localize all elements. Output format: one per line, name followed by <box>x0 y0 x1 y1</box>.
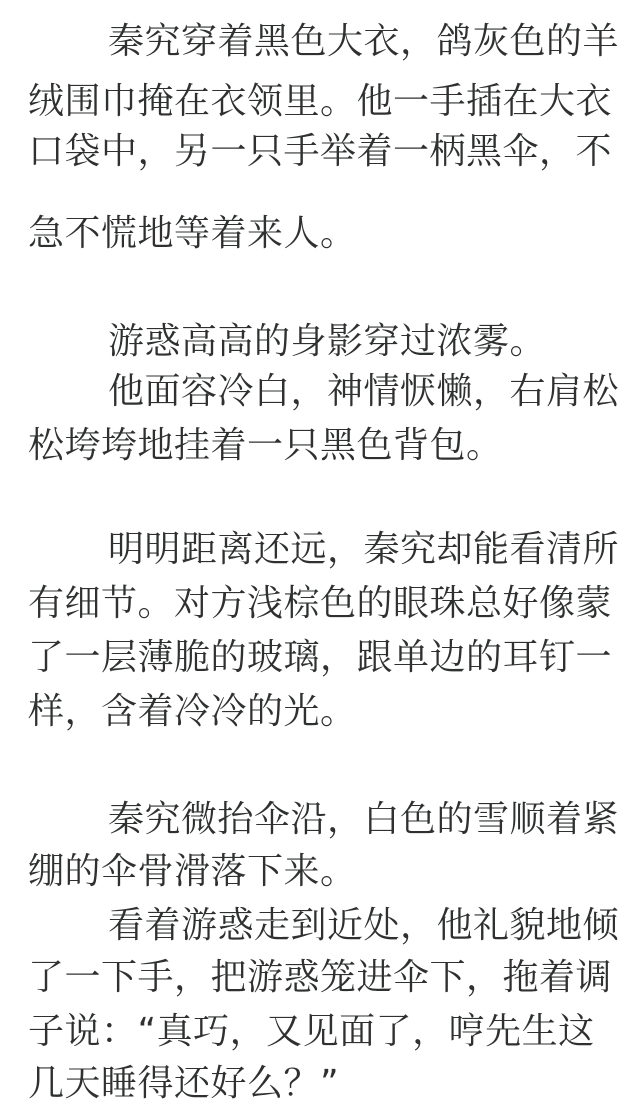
text-line: 口袋中，另一只手举着一柄黑伞，不 <box>28 131 613 172</box>
text-line: 了一下手，把游惑笼进伞下，拖着调 <box>28 957 613 998</box>
text-line: 子说：“真巧，又见面了，哼先生这 <box>28 1011 595 1052</box>
text-line: 绒围巾掩在衣领里。他一手插在大衣 <box>28 81 613 122</box>
text-line: 游惑高高的身影穿过浓雾。 <box>108 321 547 362</box>
text-line: 了一层薄脆的玻璃，跟单边的耳钉一 <box>28 637 613 678</box>
text-line: 绷的伞骨滑落下来。 <box>28 851 357 892</box>
text-line: 急不慌地等着来人。 <box>28 213 357 254</box>
text-line: 他面容冷白，神情恹懒，右肩松 <box>108 371 620 412</box>
text-line: 几天睡得还好么？” <box>28 1063 340 1104</box>
text-line: 秦究穿着黑色大衣，鸽灰色的羊 <box>108 21 620 62</box>
text-line: 松垮垮地挂着一只黑色背包。 <box>28 425 503 466</box>
text-line: 有细节。对方浅棕色的眼珠总好像蒙 <box>28 583 613 624</box>
text-line: 明明距离还远，秦究却能看清所 <box>108 529 620 570</box>
text-line: 样，含着冷冷的光。 <box>28 691 357 732</box>
text-line: 秦究微抬伞沿，白色的雪顺着紧 <box>108 799 620 840</box>
text-line: 看着游惑走到近处，他礼貌地倾 <box>108 905 620 946</box>
